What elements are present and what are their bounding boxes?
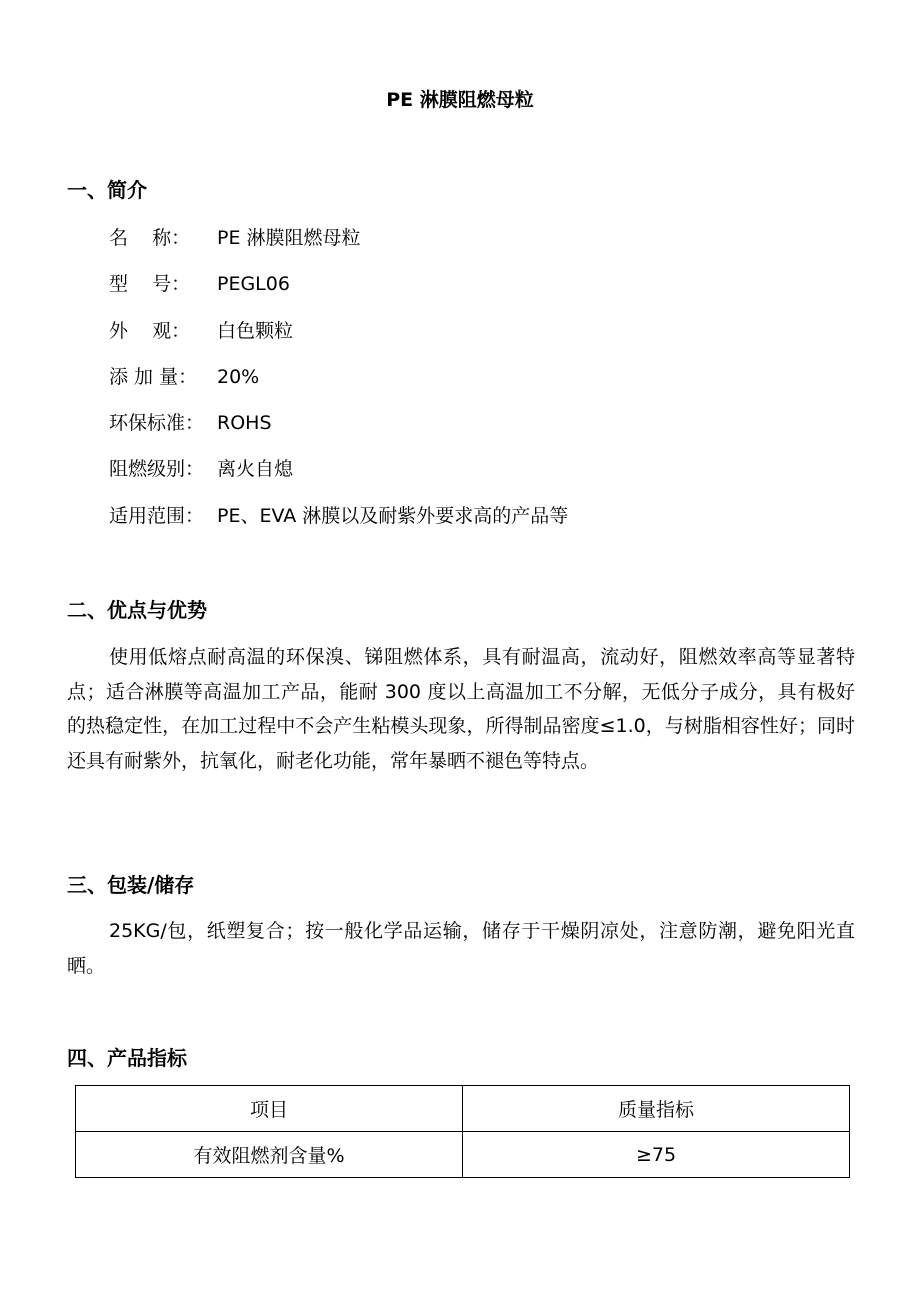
advantages-paragraph: 使用低熔点耐高温的环保溴、锑阻燃体系，具有耐温高，流动好，阻燃效率高等显著特点；适合淋膜等高温加工产品，能耐 300 度以上高温加工不分解，无低分子成分，具有极好的热稳定性，在加工过程中不会产生粘模头现象，所得制品密度≤1.0，与树脂相容性好；同时还具有耐紫外，抗氧化，耐老化功能，常年暴晒不褪色等特点。 (67, 646, 855, 772)
info-value: 白色颗粒 (217, 320, 294, 342)
table-header-row (76, 1086, 850, 1132)
packaging-paragraph: 25KG/包，纸塑复合；按一般化学品运输，储存于干燥阴凉处，注意防潮，避免阳光直晒。 (67, 920, 855, 977)
info-row-eco-standard (109, 410, 272, 436)
info-row-dosage (109, 364, 259, 390)
info-row-application (109, 503, 568, 529)
info-label: 环保标准： (109, 412, 205, 434)
table-row (76, 1132, 850, 1178)
info-value: PEGL06 (217, 273, 290, 295)
table-header-cell: 质量指标 (463, 1086, 850, 1132)
info-value: 离火自熄 (217, 458, 294, 480)
section-heading-packaging: 三、包装/储存 (67, 873, 195, 897)
info-row-name (109, 225, 361, 251)
section-heading-specs: 四、产品指标 (67, 1046, 187, 1070)
info-row-flame-rating (109, 456, 293, 482)
section-heading-intro: 一、简介 (67, 178, 147, 202)
table-header-cell: 项目 (76, 1086, 463, 1132)
table-cell: ≥75 (463, 1132, 850, 1178)
spec-table (75, 1085, 850, 1178)
info-label: 型 号： (109, 273, 191, 295)
table-cell: 有效阻燃剂含量% (76, 1132, 463, 1178)
info-row-model (109, 271, 290, 297)
info-value: PE 淋膜阻燃母粒 (217, 227, 361, 249)
info-label: 外 观： (109, 320, 191, 342)
info-label: 适用范围： (109, 505, 205, 527)
document-title: PE 淋膜阻燃母粒 (386, 89, 534, 111)
info-value: PE、EVA 淋膜以及耐紫外要求高的产品等 (217, 505, 569, 527)
info-row-appearance (109, 318, 293, 344)
info-value: ROHS (217, 412, 272, 434)
section-heading-advantages: 二、优点与优势 (67, 598, 207, 622)
info-label: 添 加 量： (109, 366, 198, 388)
info-label: 名 称： (109, 227, 191, 249)
info-label: 阻燃级别： (109, 458, 205, 480)
info-value: 20% (217, 366, 260, 388)
